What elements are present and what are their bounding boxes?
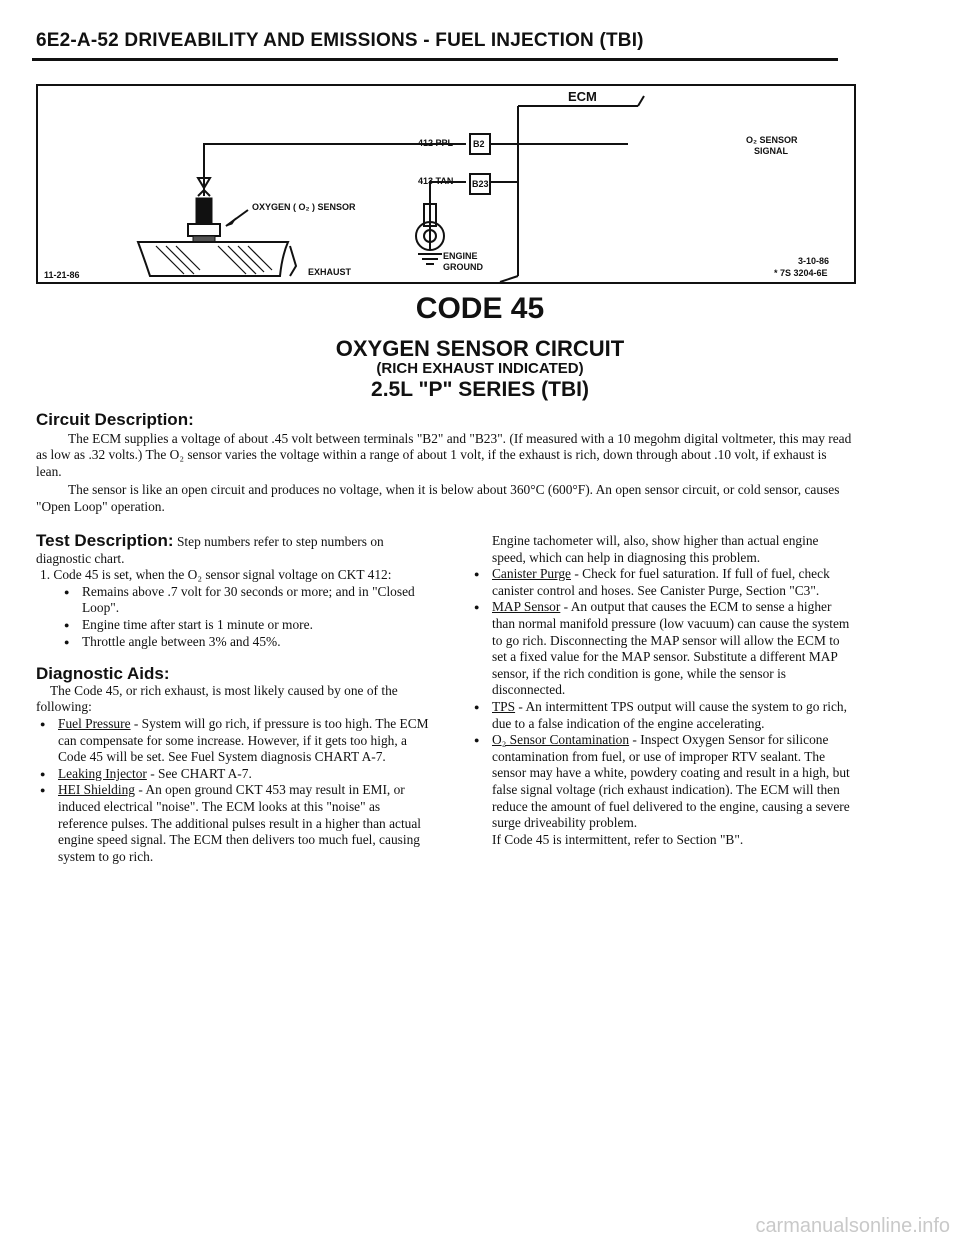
test-description-intro: Step numbers refer to step numbers on diagnostic chart. — [36, 534, 384, 566]
engine-series-title: 2.5L "P" SERIES (TBI) — [371, 378, 589, 401]
bullet-text: - An intermittent TPS output will cause the system to go rich, due to a false indication of the engine accelerating. — [492, 698, 847, 731]
watermark: carmanualsonline.info — [755, 1215, 950, 1237]
oxygen-sensor-label: OXYGEN ( O₂ ) SENSOR — [252, 202, 356, 212]
diagnostic-aids-intro: The Code 45, or rich exhaust, is most likely caused by one of the following: — [36, 682, 398, 715]
list-item — [470, 699, 854, 732]
list-item — [36, 716, 432, 766]
page-header: 6E2-A-52 DRIVEABILITY AND EMISSIONS - FUEL INJECTION (TBI) — [36, 30, 644, 51]
header-rule — [32, 58, 838, 61]
circuit-paragraph-1: The ECM supplies a voltage of about .45 volt between terminals "B2" and "B23". (If measured with a 10 megohm digital voltmeter, this may read as low as .32 volts.) The O₂ sensor varies the voltage within a range of about 1 volt, if the exhaust is rich, down through about .10 volt, if exhaust is lean. — [36, 430, 852, 479]
circuit-title: OXYGEN SENSOR CIRCUIT — [335, 336, 625, 361]
engine-ground-label-1: ENGINE — [443, 251, 478, 261]
wiring-diagram — [36, 84, 856, 284]
oxygen-sensor-body — [196, 198, 212, 224]
circuit-description-heading: Circuit Description: — [36, 410, 194, 429]
bullet-title: O₂ Sensor Contamination — [492, 732, 630, 748]
exhaust-pipe — [138, 242, 288, 276]
list-item — [470, 566, 854, 599]
bullet-title: MAP Sensor — [492, 599, 561, 615]
list-item — [470, 599, 854, 699]
code-title: CODE 45 — [415, 292, 545, 325]
bullet-text: - An open ground CKT 453 may result in EMI, or induced electrical "noise". The ECM looks at this "noise" as reference pulses. The additional pulses result in a higher than actual engine speed signal. The ECM then delivers too much fuel, causing system to go rich. — [58, 782, 422, 864]
list-item — [470, 732, 854, 832]
terminal-b23-label: B23 — [472, 179, 489, 189]
hei-continuation: Engine tachometer will, also, show higher than actual engine speed, which can help in diagnosing this problem. — [492, 533, 819, 565]
ecm-label: ECM — [568, 89, 597, 104]
right-column — [470, 533, 854, 848]
list-item — [36, 766, 432, 783]
list-item — [36, 782, 432, 865]
test-sub-item: ● Throttle angle between 3% and 45%. — [36, 634, 432, 651]
bullet-title: Canister Purge — [492, 566, 571, 582]
reference-number: * 7S 3204-6E — [774, 268, 828, 278]
left-column — [36, 533, 432, 865]
bullet-text: - Inspect Oxygen Sensor for silicone contamination from fuel, or use of improper RTV sealant. The sensor may have a white, powdery coating and result in a high, but false signal voltage (rich exhaust indication). The ECM will then reduce the amount of fuel delivered to the engine, causing a severe surge driveability problem. — [492, 732, 850, 831]
wire-413-label: 413 TAN — [418, 176, 454, 186]
bullet-text: - An output that causes the ECM to sense a higher than normal manifold pressure (low vacuum) can cause the system to go rich. Disconnecting the MAP sensor will allow the ECM to set a fixed value for the MAP sensor. Substitute a different MAP sensor, if the rich condition is gone, while the sensor is disconnected. — [492, 599, 850, 698]
engine-ground-label-2: GROUND — [443, 262, 483, 272]
bullet-text: - Check for fuel saturation. If full of fuel, check canister control and hoses. See Canister Purge, Section "C3". — [492, 566, 830, 598]
bullet-title: TPS — [492, 698, 516, 714]
date-right: 3-10-86 — [798, 256, 830, 266]
circuit-description — [36, 412, 852, 516]
test-item-1: 1. Code 45 is set, when the O₂ sensor signal voltage on CKT 412: — [40, 567, 392, 583]
bullet-text: - System will go rich, if pressure is too high. The ECM can compensate for some increase. However, if it gets too high, a Code 45 will be set. See Fuel System diagnosis CHART A-7. — [58, 715, 429, 765]
o2-signal-label-2: SIGNAL — [754, 146, 789, 156]
terminal-b2-label: B2 — [473, 139, 485, 149]
circuit-subtitle: (RICH EXHAUST INDICATED) — [376, 360, 584, 377]
diagnostic-aids-heading: Diagnostic Aids: — [36, 664, 170, 684]
intermittent-note: If Code 45 is intermittent, refer to Section "B". — [492, 831, 744, 847]
wire-412-label: 412 PPL — [418, 138, 454, 148]
o2-signal-label-1: O₂ SENSOR — [746, 135, 798, 145]
test-description — [36, 533, 432, 567]
date-left: 11-21-86 — [44, 270, 80, 280]
test-description-heading: Test Description: — [36, 531, 174, 550]
bullet-text: - See CHART A-7. — [146, 765, 252, 781]
test-sub-item: ● Remains above .7 volt for 30 seconds or more; and in "Closed Loop". — [36, 584, 432, 617]
test-sub-item: ● Engine time after start is 1 minute or more. — [36, 617, 432, 634]
circuit-paragraph-2: The sensor is like an open circuit and produces no voltage, when it is below about 360°C (600°F). An open sensor circuit, or cold sensor, causes "Open Loop" operation. — [36, 482, 840, 514]
bullet-title: Leaking Injector — [58, 765, 147, 781]
exhaust-label: EXHAUST — [308, 267, 352, 277]
bullet-title: Fuel Pressure — [58, 715, 131, 731]
bullet-title: HEI Shielding — [58, 782, 135, 798]
